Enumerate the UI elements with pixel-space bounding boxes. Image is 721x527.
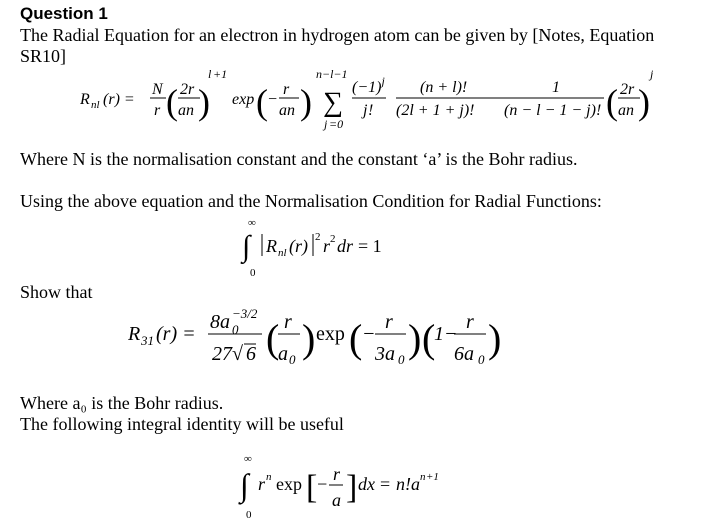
- svg-text:r: r: [385, 311, 393, 333]
- svg-text:(: (: [606, 82, 618, 122]
- svg-text:an: an: [618, 102, 634, 119]
- where-n-text: Where N is the normalisation constant and the constant ‘a’ is the Bohr radius.: [20, 149, 578, 169]
- svg-text:r: r: [466, 311, 474, 333]
- where-a0-text: Where a₀ is the Bohr radius.: [20, 393, 224, 413]
- using-text: Using the above equation and the Normalisation Condition for Radial Functions:: [20, 191, 602, 211]
- svg-text:31: 31: [141, 333, 154, 348]
- svg-text:dr: dr: [337, 236, 354, 256]
- svg-text:1−: 1−: [434, 323, 458, 345]
- svg-text:a: a: [411, 474, 420, 494]
- svg-text:r: r: [258, 474, 266, 494]
- svg-text:r: r: [333, 464, 341, 484]
- svg-text:): ): [198, 82, 210, 122]
- svg-text:−: −: [362, 323, 376, 345]
- svg-text:nl: nl: [278, 247, 287, 259]
- svg-text:0: 0: [232, 322, 239, 337]
- svg-text:(r) =: (r) =: [103, 91, 135, 108]
- svg-text:exp: exp: [276, 474, 302, 494]
- svg-text:N: N: [152, 81, 163, 98]
- svg-text:exp: exp: [316, 323, 345, 345]
- show-that-text: Show that: [20, 282, 93, 302]
- svg-text:(n − l − 1 − j)!: (n − l − 1 − j)!: [504, 102, 602, 119]
- svg-text:(: (: [349, 316, 363, 361]
- svg-text:R: R: [128, 323, 141, 345]
- svg-text:r: r: [283, 81, 290, 98]
- svg-text:R: R: [80, 91, 90, 108]
- svg-text:2: 2: [315, 231, 321, 243]
- svg-text:=0: =0: [329, 117, 344, 131]
- radial-equation: [80, 62, 700, 132]
- svg-text:an: an: [178, 102, 194, 119]
- svg-text:8a: 8a: [210, 311, 230, 333]
- svg-text:(r) =: (r) =: [156, 323, 196, 345]
- svg-text:2r: 2r: [620, 81, 635, 98]
- svg-text:nl: nl: [91, 99, 100, 111]
- svg-text:0: 0: [398, 352, 405, 367]
- integral-hint-text: The following integral identity will be useful: [20, 414, 344, 434]
- svg-text:an: an: [279, 102, 295, 119]
- svg-text:6: 6: [246, 343, 256, 365]
- svg-text:(2l + 1 + j)!: (2l + 1 + j)!: [396, 102, 475, 119]
- svg-text:(n + l)!: (n + l)!: [420, 79, 468, 96]
- svg-text:(: (: [422, 316, 436, 361]
- svg-text:−3/2: −3/2: [232, 306, 258, 321]
- normalisation-integral: [236, 212, 416, 282]
- svg-text:−: −: [267, 91, 278, 108]
- svg-text:=: =: [380, 474, 391, 494]
- svg-text:0: 0: [478, 352, 485, 367]
- intro-line-1: The Radial Equation for an electron in hydrogen atom can be given by [Notes, Equation: [20, 25, 655, 45]
- intro-line-2: SR10]: [20, 46, 67, 66]
- svg-text:): ): [302, 316, 316, 361]
- svg-text:∞: ∞: [248, 217, 256, 229]
- svg-text:−: −: [316, 474, 329, 494]
- svg-text:n: n: [420, 471, 426, 483]
- svg-text:(: (: [166, 82, 178, 122]
- svg-text:[: [: [306, 469, 318, 506]
- svg-text:r: r: [154, 102, 161, 119]
- svg-text:∑: ∑: [323, 87, 343, 118]
- svg-text:j: j: [324, 117, 328, 131]
- svg-text:6a: 6a: [454, 343, 474, 365]
- svg-text:(r): (r): [289, 236, 309, 256]
- svg-text:0: 0: [250, 267, 256, 279]
- svg-text:2r: 2r: [180, 81, 195, 98]
- svg-text:): ): [300, 82, 312, 122]
- r31-equation: [128, 298, 528, 370]
- integral-identity: [236, 448, 476, 524]
- svg-text:+1: +1: [213, 67, 228, 81]
- svg-text:]: ]: [346, 469, 358, 506]
- svg-text:exp: exp: [232, 91, 255, 108]
- svg-text:n: n: [266, 471, 272, 483]
- svg-text:dx: dx: [358, 474, 375, 494]
- svg-text:(: (: [256, 82, 268, 122]
- svg-text:1: 1: [552, 79, 560, 96]
- svg-text:): ): [638, 82, 650, 122]
- svg-text:n−l−1: n−l−1: [316, 67, 348, 81]
- svg-text:): ): [488, 316, 502, 361]
- svg-text:+1: +1: [426, 471, 439, 483]
- svg-text:l: l: [208, 67, 212, 81]
- svg-text:27: 27: [212, 343, 232, 365]
- svg-text:3a: 3a: [375, 343, 395, 365]
- svg-text:(: (: [266, 316, 280, 361]
- svg-text:∞: ∞: [244, 453, 252, 465]
- svg-text:j: j: [650, 67, 654, 81]
- question-title: Question 1: [20, 4, 108, 23]
- svg-text:0: 0: [289, 352, 296, 367]
- svg-text:a: a: [278, 343, 288, 365]
- svg-text:∫: ∫: [240, 467, 249, 503]
- svg-text:j: j: [363, 102, 368, 119]
- svg-text:a: a: [332, 490, 341, 510]
- svg-text:∫: ∫: [242, 230, 251, 263]
- svg-text:r: r: [284, 311, 292, 333]
- svg-text:): ): [408, 316, 422, 361]
- svg-text:(−1)j: $(-1)^j$: [352, 74, 385, 96]
- svg-text:!: !: [368, 102, 374, 119]
- svg-text:√: √: [232, 343, 243, 365]
- svg-text:= 1: = 1: [358, 236, 382, 256]
- svg-text:r: r: [323, 236, 331, 256]
- svg-text:!: !: [405, 474, 411, 494]
- svg-text:n: n: [396, 474, 405, 494]
- svg-text:R: R: [266, 236, 277, 256]
- svg-text:2: 2: [330, 233, 336, 245]
- svg-text:0: 0: [246, 509, 252, 521]
